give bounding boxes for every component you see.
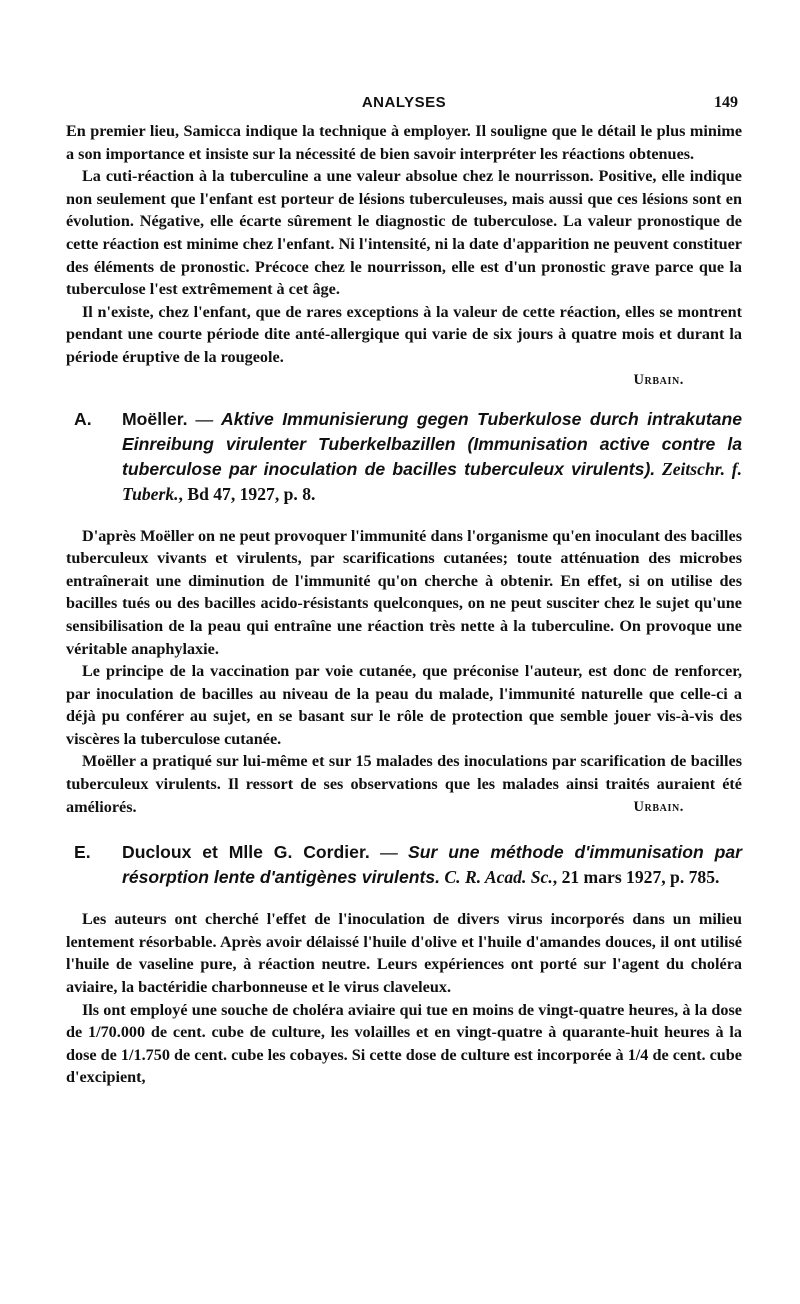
- paragraph: En premier lieu, Samicca indique la technique à employer. Il souligne que le détail le plus minime a son importance et insiste sur la nécessité de bien savoir interpréter les réactions obtenues.: [66, 122, 742, 163]
- reviewer-signature: Urbain.: [633, 371, 684, 388]
- page-header: [66, 94, 742, 120]
- review-moeller: [66, 407, 742, 819]
- page-number: 149: [714, 94, 738, 111]
- paragraph: Les auteurs ont cherché l'effet de l'inoculation de divers virus incorporés dans un milieu lentement résorbable. Après avoir délaissé l'huile d'olive et l'huile d'amandes douces, il ont utilisé l'huile de vaseline pure, à réaction neutre. Leurs expériences ont porté sur l'agent du choléra aviaire, la bactéridie charbonneuse et le virus claveleux.: [66, 910, 742, 997]
- paragraph-text: Moëller a pratiqué sur lui-même et sur 15 malades des inoculations par scarification de bacilles tuberculeux virulents. Il ressort de ses observations que les malades ainsi traités auraient été améliorés.: [66, 752, 742, 816]
- heading-dash: —: [187, 408, 222, 429]
- journal-name: Zeitschr. f. Tuberk.: [122, 458, 742, 504]
- paragraph: D'après Moëller on ne peut provoquer l'immunité dans l'organisme qu'en inoculant des bacilles tuberculeux vivants et virulents, par scarifications cutanées; toute atténuation des microbes entraînerait une diminution de l'immunité qu'on cherche à obtenir. En effet, si on utilise des bacilles tués ou des bacilles acido-résistants quelconques, on ne peut susciter chez le sujet qu'une sensibilisation de la peau qui entraîne une réaction très nette à la tuberculine. On provoque une véritable anaphylaxie.: [66, 526, 742, 658]
- running-title: ANALYSES: [361, 94, 447, 111]
- author-initial: A.: [74, 408, 92, 429]
- paragraph: Ils ont employé une souche de choléra aviaire qui tue en moins de vingt-quatre heures, à la dose de 1/70.000 de cent. cube de culture, les volailles et en vingt-quatre à quarante-huit heures à la dose de 1/1.750 de cent. cube les cobayes. Si cette dose de culture est incorporée à 1/4 de cent. cube d'excipient,: [66, 1000, 742, 1087]
- entry-heading: [66, 840, 742, 890]
- journal-reference: , 21 mars 1927, p. 785.: [552, 867, 720, 888]
- author-names: Ducloux et Mlle G. Cordier.: [122, 842, 370, 863]
- paragraph: La cuti-réaction à la tuberculine a une valeur absolue chez le nourrisson. Positive, elle indique non seulement que l'enfant est porteur de lésions tuberculeuses, mais aussi que ces lésions sont en évolution. Négative, elle écarte sûrement le diagnostic de tuberculose. La valeur pronostique de cette réaction est minime chez l'enfant. Ni l'intensité, ni la date d'apparition ne peuvent constituer des éléments de pronostic. Précoce chez le nourrisson, elle est d'un pronostic grave parce que la tuberculose l'est extrêmement à cet âge.: [66, 167, 742, 299]
- article-title: Aktive Immunisierung gegen Tuberkulose durch intrakutane Einreibung virulenter Tuberkelbazillen (Immunisation active contre la tuberculose par inoculation de bacilles tuberculeux virulents).: [122, 408, 742, 479]
- journal-reference: , Bd 47, 1927, p. 8.: [178, 483, 316, 504]
- paragraph: Le principe de la vaccination par voie cutanée, que préconise l'auteur, est donc de renforcer, par inoculation de bacilles au niveau de la peau du malade, l'immunité naturelle que celle-ci a déjà pu conférer au sujet, en se basant sur le rôle de protection que semble jouer vis-à-vis des viscères la tuberculose cutanée.: [66, 662, 742, 748]
- reviewer-signature: Urbain.: [633, 798, 684, 815]
- review-samicca: [66, 120, 742, 391]
- entry-heading: [66, 407, 742, 507]
- author-initial: E.: [74, 842, 91, 863]
- heading-dash: —: [369, 842, 409, 863]
- author-name: Moëller.: [122, 408, 188, 429]
- paragraph: Il n'existe, chez l'enfant, que de rares exceptions à la valeur de cette réaction, elles se montrent pendant une courte période dite anté-allergique qui varie de six jours à quatre mois et durant la période éruptive de la rougeole.: [66, 302, 742, 366]
- journal-name: C. R. Acad. Sc.: [444, 867, 553, 888]
- journal-page: [66, 94, 742, 1089]
- article-title: Sur une méthode d'immunisation par résorption lente d'antigènes virulents.: [122, 842, 743, 888]
- review-ducloux: [66, 840, 742, 1089]
- paragraph: [66, 750, 742, 818]
